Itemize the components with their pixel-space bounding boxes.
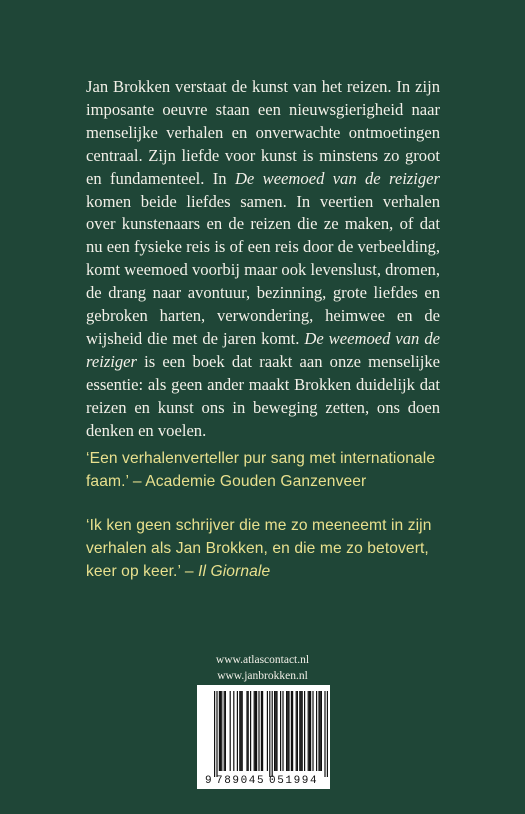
barcode-bar bbox=[267, 691, 268, 771]
barcode-bar bbox=[318, 691, 319, 771]
barcode-bar bbox=[296, 691, 297, 771]
barcode-bar bbox=[224, 691, 225, 771]
barcode-bar bbox=[256, 691, 257, 771]
barcode-guard-bar bbox=[324, 691, 325, 777]
barcode-bars bbox=[214, 691, 328, 777]
barcode-bar bbox=[220, 691, 221, 771]
barcode-left-digits: 789045 bbox=[216, 775, 266, 787]
barcode-bar bbox=[320, 691, 321, 771]
barcode-bar bbox=[225, 691, 226, 771]
book-title-1: De weemoed van de reiziger bbox=[234, 168, 440, 188]
barcode-bar bbox=[221, 691, 222, 771]
barcode-bar bbox=[242, 691, 243, 771]
barcode-guard-bar bbox=[327, 691, 328, 777]
barcode-graphic bbox=[197, 685, 330, 789]
barcode-guard-bar bbox=[272, 691, 273, 777]
barcode-right-digits: 051994 bbox=[269, 775, 319, 787]
barcode-bar bbox=[316, 691, 317, 771]
barcode-bar bbox=[299, 691, 300, 771]
barcode-bar bbox=[297, 691, 298, 771]
barcode-bar bbox=[275, 691, 276, 771]
barcode-bar bbox=[280, 691, 281, 771]
book-title-2: De weemoed van de reiziger bbox=[86, 328, 440, 371]
barcode-bar bbox=[250, 691, 251, 771]
barcode-guard-bar bbox=[216, 691, 217, 777]
blurb-part-1: Jan Brokken verstaat de kunst van het reizen. In zijn imposante oeuvre staan een nieuwsgierigheid naar menselijke verhalen en onverwachte ontmoetingen centraal. Zijn liefde voor kunst is minstens zo groot en fundamenteel. In bbox=[86, 77, 440, 188]
review-quote-2-source: Il Giornale bbox=[198, 563, 271, 580]
barcode-bar bbox=[291, 691, 292, 771]
barcode-bar bbox=[254, 691, 255, 771]
website-urls bbox=[0, 652, 525, 684]
publisher-url: www.atlascontact.nl bbox=[215, 654, 310, 666]
barcode-guard-bar bbox=[214, 691, 215, 777]
barcode-guard-bar bbox=[269, 691, 270, 777]
barcode-bar bbox=[230, 691, 231, 771]
barcode-bar bbox=[321, 691, 322, 771]
barcode-bar bbox=[246, 691, 247, 771]
barcode-bar bbox=[276, 691, 277, 771]
barcode-bar bbox=[288, 691, 289, 771]
blurb-part-3: is een boek dat raakt aan onze menselijke essentie: als geen ander maakt Brokken duidelijk dat reizen en kunst ons in beweging zetten, ons doen denken en voelen. bbox=[86, 351, 440, 440]
barcode-bar bbox=[308, 691, 309, 771]
review-quote-2-text: ‘Ik ken geen schrijver die me zo meeneemt in zijn verhalen als Jan Brokken, en die me zo betovert, keer op keer.’ – bbox=[86, 517, 432, 580]
barcode-bar bbox=[282, 691, 283, 771]
barcode-bar bbox=[302, 691, 303, 771]
barcode-bar bbox=[304, 691, 305, 771]
barcode-bar bbox=[312, 691, 313, 771]
barcode-bar bbox=[309, 691, 310, 771]
barcode-bar bbox=[219, 691, 220, 771]
barcode-bar bbox=[262, 691, 263, 771]
barcode-bar bbox=[248, 691, 249, 771]
isbn-barcode bbox=[197, 685, 330, 789]
barcode-bar bbox=[239, 691, 240, 771]
barcode-bar bbox=[233, 691, 234, 771]
barcode-bar bbox=[292, 691, 293, 771]
barcode-bar bbox=[261, 691, 262, 771]
blurb-part-2: komen beide liefdes samen. In veertien verhalen over kunstenaars en de reizen die ze maken, of dat nu een fysieke reis is of een reis door de verbeelding, komt weemoed voorbij maar ook levenslust, dromen, de drang naar avontuur, bezinning, grote liefdes en gebroken harten, verwondering, heimwee en de wijsheid die met de jaren komt. bbox=[86, 191, 440, 348]
review-quote-2 bbox=[86, 514, 456, 583]
author-url: www.janbrokken.nl bbox=[217, 670, 308, 682]
barcode-bar bbox=[286, 691, 287, 771]
barcode-bar bbox=[310, 691, 311, 771]
barcode-bar bbox=[287, 691, 288, 771]
blurb-text bbox=[86, 76, 440, 443]
barcode-bar bbox=[274, 691, 275, 771]
barcode-bar bbox=[258, 691, 259, 771]
review-quote-1-text: ‘Een verhalenverteller pur sang met internationale faam.’ – Academie Gouden Ganzenveer bbox=[86, 450, 436, 490]
review-quote-1 bbox=[86, 447, 456, 493]
barcode-bar bbox=[240, 691, 241, 771]
barcode-bar bbox=[300, 691, 301, 771]
barcode-bar bbox=[255, 691, 256, 771]
barcode-first-digit: 9 bbox=[205, 775, 212, 787]
barcode-bar bbox=[237, 691, 238, 771]
